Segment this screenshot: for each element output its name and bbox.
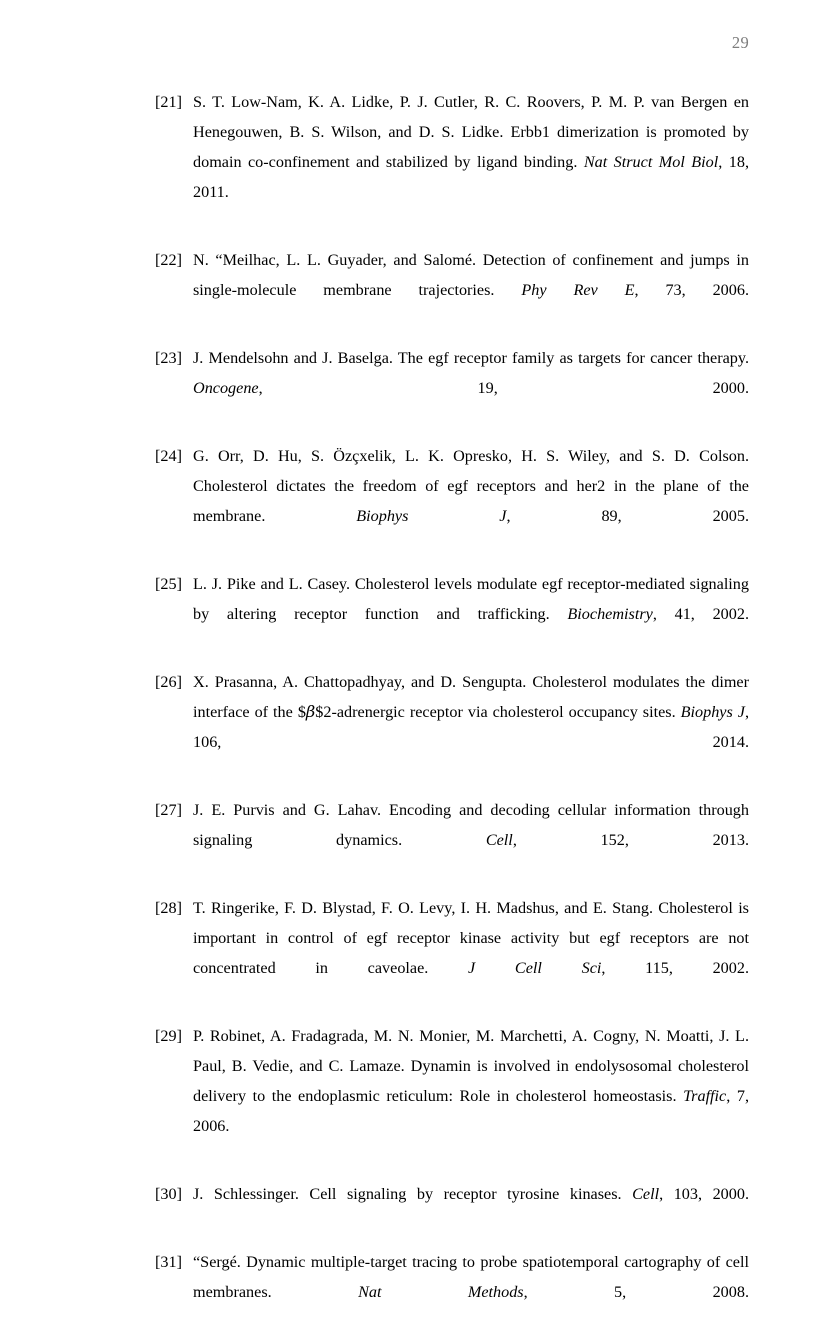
bibliography-entry-label: [23] [155,349,182,367]
bibliography-entry-label: [26] [155,673,182,691]
bibliography-entry [155,1179,749,1239]
bibliography-entry [155,795,749,885]
math-beta-symbol: β [305,702,316,721]
bibliography-entry-text [193,1247,749,1337]
entry-text-segment: J. E. Purvis and G. Lahav. Encoding and decoding cellular information through signaling dynamics. [193,801,749,849]
entry-text-segment: X. Prasanna, A. Chattopadhyay, and D. Sengupta. Cholesterol modulates the dimer interface of the $ [193,673,749,721]
journal-title: Cell [632,1185,660,1203]
entry-text-segment: G. Orr, D. Hu, S. Özçxelik, L. K. Opresko, H. S. Wiley, and S. D. Colson. Cholesterol dictates the freedom of egf receptors and her2 in the plane of the membrane. [193,447,749,525]
entry-citation-tail: , 103, 2000. [659,1185,749,1203]
bibliography-entry-text [193,1021,749,1171]
bibliography-entry-label: [22] [155,251,182,269]
journal-title: Cell [485,831,513,849]
entry-text-segment: P. Robinet, A. Fradagrada, M. N. Monier, M. Marchetti, A. Cogny, N. Moatti, J. L. Paul, B. Vedie, and C. Lamaze. Dynamin is involved in endolysosomal cholesterol delivery to the endoplasmic reticulum: Role in cholesterol homeostasis. [193,1027,749,1105]
entry-citation-tail: , 41, 2002. [652,605,749,623]
bibliography-entry [155,667,749,787]
bibliography-entry [155,343,749,433]
entry-text-segment: $2-adrenergic receptor via cholesterol occupancy sites. [315,703,681,721]
entry-text-segment: J. Mendelsohn and J. Baselga. The egf receptor family as targets for cancer therapy. [193,349,749,367]
journal-title: Biochemistry [567,605,653,623]
entry-citation-tail: , 115, 2002. [601,959,749,977]
bibliography-entry-text [193,87,749,237]
bibliography-entry [155,569,749,659]
bibliography-entry [155,1021,749,1171]
bibliography-entry-text [193,667,749,787]
journal-title: Nat Struct Mol Biol [583,153,719,171]
bibliography-entry-text [193,1179,749,1239]
page-number: 29 [731,33,749,52]
bibliography-entry-label: [27] [155,801,182,819]
bibliography-entry-label: [25] [155,575,182,593]
bibliography-list [155,87,749,1337]
entry-citation-tail: , 106, 2014. [193,703,749,751]
journal-title: Traffic [683,1087,727,1105]
journal-title: J Cell Sci [468,959,602,977]
entry-citation-tail: , 5, 2008. [523,1283,749,1301]
entry-text-segment: J. Schlessinger. Cell signaling by receptor tyrosine kinases. [193,1185,633,1203]
journal-title: Phy Rev E [521,281,635,299]
entry-text-segment: T. Ringerike, F. D. Blystad, F. O. Levy, I. H. Madshus, and E. Stang. Cholesterol is important in control of egf receptor kinase activity but egf receptors are not concentrated in caveolae. [193,899,749,977]
entry-citation-tail: , 7, 2006. [193,1087,749,1135]
journal-title: Biophys J [680,703,745,721]
bibliography-entry [155,1247,749,1337]
bibliography-entry-label: [29] [155,1027,182,1045]
entry-text-segment: L. J. Pike and L. Casey. Cholesterol levels modulate egf receptor-mediated signaling by altering receptor function and trafficking. [193,575,749,623]
journal-title: Biophys J [356,507,507,525]
bibliography-entry-label: [31] [155,1253,182,1271]
bibliography-entry-label: [21] [155,93,182,111]
bibliography-entry-text [193,893,749,1013]
bibliography-entry [155,441,749,561]
journal-title: Nat Methods [358,1283,524,1301]
entry-text-segment: “Sergé. Dynamic multiple-target tracing to probe spatiotemporal cartography of cell membranes. [193,1253,749,1301]
journal-title: Oncogene [193,379,259,397]
bibliography-entry-label: [28] [155,899,182,917]
bibliography-entry-text [193,441,749,561]
bibliography-entry-label: [30] [155,1185,182,1203]
bibliography-entry [155,87,749,237]
bibliography-entry-text [193,343,749,433]
bibliography-entry-text [193,569,749,659]
entry-text-segment: N. “Meilhac, L. L. Guyader, and Salomé. Detection of confinement and jumps in single-molecule membrane trajectories. [193,251,749,299]
entry-citation-tail: , 19, 2000. [258,379,749,397]
bibliography-entry [155,245,749,335]
bibliography-entry-text [193,245,749,335]
entry-citation-tail: , 18, 2011. [193,153,750,201]
bibliography-entry-text [193,795,749,885]
entry-citation-tail: , 152, 2013. [512,831,749,849]
bibliography-entry [155,893,749,1013]
entry-text-segment: S. T. Low-Nam, K. A. Lidke, P. J. Cutler, R. C. Roovers, P. M. P. van Bergen en Henegouwen, B. S. Wilson, and D. S. Lidke. Erbb1 dimerization is promoted by domain co-confinement and stabilized by ligand binding. [193,93,749,171]
entry-citation-tail: , 73, 2006. [634,281,750,299]
entry-citation-tail: , 89, 2005. [506,507,749,525]
bibliography-entry-label: [24] [155,447,182,465]
